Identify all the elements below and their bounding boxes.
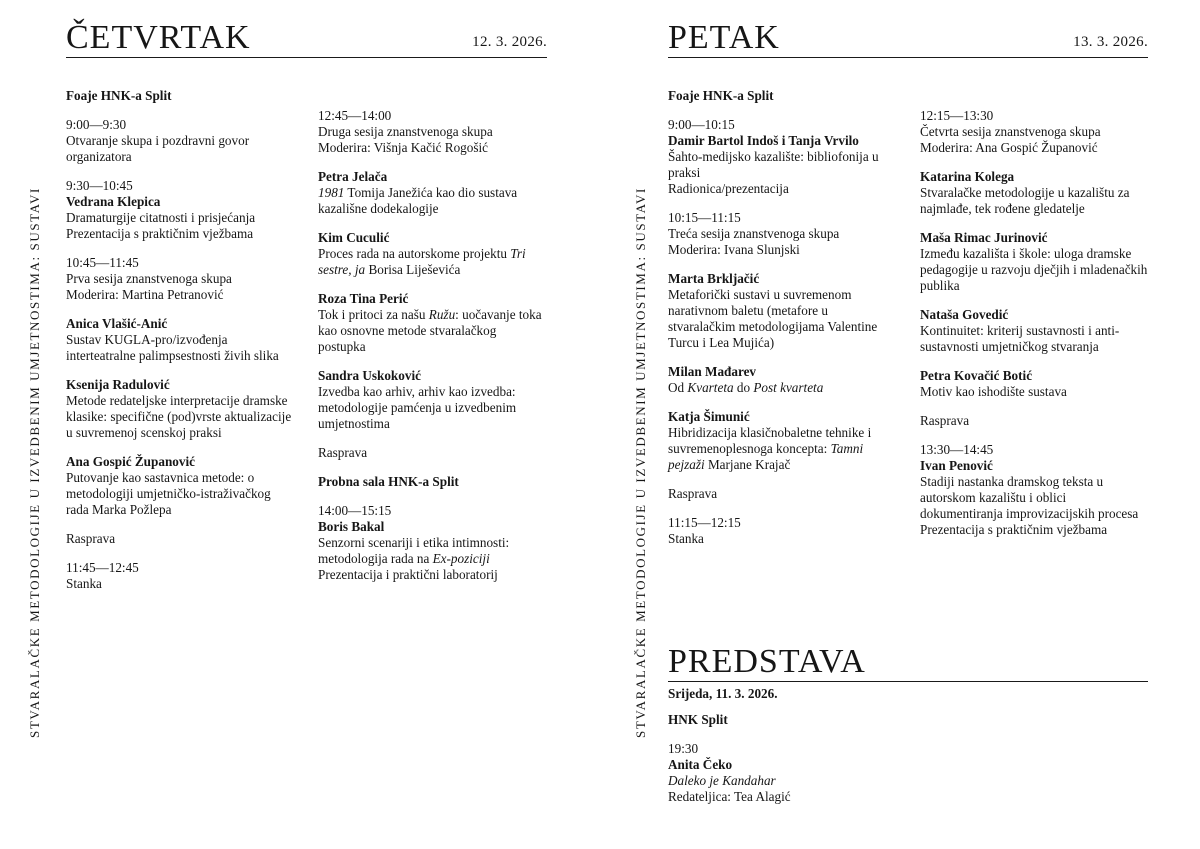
event-text: 1981 Tomija Janežića kao dio sustava kazališne dodekalogije <box>318 185 518 217</box>
event-text: Redateljica: Tea Alagić <box>668 789 791 805</box>
schedule-block <box>668 409 896 473</box>
schedule-block <box>668 88 896 104</box>
speaker-name: Milan Mađarev <box>668 364 757 380</box>
page-date: 12. 3. 2026. <box>472 34 547 51</box>
schedule-block <box>668 117 896 197</box>
schedule-block <box>318 291 546 355</box>
event-text: Prezentacija s praktičnim vježbama <box>66 226 254 242</box>
schedule-column-2 <box>920 88 1148 560</box>
time-range: 10:15—11:15 <box>668 210 741 226</box>
event-text: Šahto-medijsko kazalište: bibliofonija u praksi <box>668 149 879 181</box>
event-text: Treća sesija znanstvenoga skupa <box>668 226 840 242</box>
speaker-name: Sandra Uskoković <box>318 368 421 384</box>
page-content <box>66 19 547 605</box>
time-range: 13:30—14:45 <box>920 442 994 458</box>
event-text: Kontinuitet: kriterij sustavnosti i anti-sustavnosti umjetničkog stvaranja <box>920 323 1120 355</box>
schedule-block <box>668 210 896 258</box>
event-text: Prva sesija znanstvenoga skupa <box>66 271 232 287</box>
schedule-block <box>668 486 896 502</box>
schedule-block <box>920 307 1148 355</box>
schedule-columns <box>668 88 1148 560</box>
schedule-block <box>920 413 1148 429</box>
time-range: 11:15—12:15 <box>668 515 741 531</box>
speaker-name: Anica Vlašić-Anić <box>66 316 168 332</box>
conference-title-vertical: STVARALAČKE METODOLOGIJE U IZVEDBENIM UMJETNOSTIMA: SUSTAVI <box>27 187 42 738</box>
venue-name: HNK Split <box>668 712 728 728</box>
event-text: Moderira: Ana Gospić Županović <box>920 140 1098 156</box>
event-text: Prezentacija s praktičnim vježbama <box>920 522 1108 538</box>
schedule-block <box>920 108 1148 156</box>
venue-name: Foaje HNK-a Split <box>66 88 172 104</box>
schedule-block <box>920 169 1148 217</box>
event-text: Stanka <box>66 576 102 592</box>
schedule-block <box>66 178 294 242</box>
event-text: Proces rada na autorskome projektu Tri sestre, ja Borisa Liješevića <box>318 246 526 278</box>
schedule-block <box>66 560 294 592</box>
speaker-name: Ksenija Radulović <box>66 377 170 393</box>
schedule-block <box>318 169 546 217</box>
schedule-column-1 <box>668 88 896 560</box>
performance-section <box>668 643 1148 818</box>
schedule-columns <box>66 88 547 605</box>
schedule-block <box>66 531 294 547</box>
event-text: Između kazališta i škole: uloga dramske pedagogije u razvoju dječjih i mladenačkih publika <box>920 246 1148 294</box>
time-range: 14:00—15:15 <box>318 503 392 519</box>
page-header <box>668 19 1148 58</box>
schedule-block <box>668 515 896 547</box>
event-text: Stanka <box>668 531 704 547</box>
time-range: 9:30—10:45 <box>66 178 133 194</box>
time-range: 9:00—9:30 <box>66 117 127 133</box>
speaker-name: Roza Tina Perić <box>318 291 409 307</box>
event-text: Motiv kao ishodište sustava <box>920 384 1067 400</box>
schedule-column-2 <box>318 88 546 605</box>
schedule-block <box>920 368 1148 400</box>
event-text: Radionica/prezentacija <box>668 181 789 197</box>
schedule-block <box>318 368 546 432</box>
schedule-block <box>318 445 546 461</box>
speaker-name: Katja Šimunić <box>668 409 750 425</box>
schedule-block <box>318 108 546 156</box>
event-text: Putovanje kao sastavnica metode: o metodologiji umjetničko-istraživačkog rada Marka Požlepa <box>66 470 271 518</box>
time-range: 19:30 <box>668 741 699 757</box>
speaker-name: Maša Rimac Jurinović <box>920 230 1048 246</box>
event-text: Moderira: Ivana Slunjski <box>668 242 800 258</box>
speaker-name: Vedrana Klepica <box>66 194 161 210</box>
event-text: Senzorni scenariji i etika intimnosti: metodologija rada na Ex-poziciji <box>318 535 510 567</box>
schedule-block <box>66 316 294 364</box>
schedule-block <box>66 117 294 165</box>
performance-title: PREDSTAVA <box>668 643 866 680</box>
performance-date: Srijeda, 11. 3. 2026. <box>668 686 778 702</box>
page-header <box>66 19 547 58</box>
page-date: 13. 3. 2026. <box>1073 34 1148 51</box>
schedule-block <box>920 230 1148 294</box>
event-text: Hibridizacija klasičnobaletne tehnike i suvremenoplesnoga koncepta: Tamni pejzaži Marjane Krajač <box>668 425 872 473</box>
schedule-block <box>668 712 896 728</box>
speaker-name: Ivan Penović <box>920 458 993 474</box>
schedule-block <box>668 271 896 351</box>
page-friday <box>600 0 1200 849</box>
speaker-name: Katarina Kolega <box>920 169 1015 185</box>
event-text: Sustav KUGLA-pro/izvođenja interteatralne palimpsestnosti živih slika <box>66 332 279 364</box>
schedule-block <box>318 230 546 278</box>
time-range: 10:45—11:45 <box>66 255 139 271</box>
schedule-block <box>920 442 1148 538</box>
schedule-block <box>66 88 294 104</box>
speaker-name: Marta Brkljačić <box>668 271 760 287</box>
speaker-name: Nataša Govedić <box>920 307 1009 323</box>
event-text: Moderira: Martina Petranović <box>66 287 224 303</box>
speaker-name: Boris Bakal <box>318 519 385 535</box>
performance-column <box>668 712 896 805</box>
schedule-column-1 <box>66 88 294 605</box>
work-title: Daleko je Kandahar <box>668 773 776 789</box>
event-text: Stvaralačke metodologije u kazalištu za najmlađe, tek rođene gledatelje <box>920 185 1130 217</box>
venue-name: Foaje HNK-a Split <box>668 88 774 104</box>
event-text: Rasprava <box>66 531 116 547</box>
event-text: Dramaturgije citatnosti i prisjećanja <box>66 210 256 226</box>
event-text: Prezentacija i praktični laboratorij <box>318 567 498 583</box>
speaker-name: Ana Gospić Županović <box>66 454 195 470</box>
speaker-name: Damir Bartol Indoš i Tanja Vrvilo <box>668 133 859 149</box>
page-title: PETAK <box>668 19 780 56</box>
speaker-name: Anita Čeko <box>668 757 733 773</box>
speaker-name: Petra Kovačić Botić <box>920 368 1033 384</box>
event-text: Metode redateljske interpretacije dramske klasike: specifične (pod)vrste aktualizacije u suvremenoj scenskoj praksi <box>66 393 292 441</box>
event-text: Moderira: Višnja Kačić Rogošić <box>318 140 488 156</box>
schedule-block <box>66 255 294 303</box>
schedule-block <box>668 741 896 805</box>
event-text: Rasprava <box>318 445 368 461</box>
schedule-block <box>66 377 294 441</box>
time-range: 12:45—14:00 <box>318 108 392 124</box>
time-range: 11:45—12:45 <box>66 560 139 576</box>
event-text: Od Kvarteta do Post kvarteta <box>668 380 824 396</box>
performance-header <box>668 643 1148 682</box>
page-title: ČETVRTAK <box>66 19 251 56</box>
event-text: Tok i pritoci za našu Ružu: uočavanje toka kao osnovne metode stvaralačkog postupka <box>318 307 542 355</box>
venue-name: Probna sala HNK-a Split <box>318 474 459 490</box>
speaker-name: Petra Jelača <box>318 169 388 185</box>
event-text: Četvrta sesija znanstvenoga skupa <box>920 124 1101 140</box>
page-content <box>668 19 1148 560</box>
schedule-block <box>668 364 896 396</box>
event-text: Izvedba kao arhiv, arhiv kao izvedba: metodologije pamćenja u izvedbenim umjetnostima <box>318 384 517 432</box>
event-text: Metaforički sustavi u suvremenom narativnom baletu (metafore u stvaralačkim metodologijama Valentine Turcu i Lea Mujića) <box>668 287 878 351</box>
time-range: 9:00—10:15 <box>668 117 735 133</box>
speaker-name: Kim Cuculić <box>318 230 390 246</box>
event-text: Stadiji nastanka dramskog teksta u autorskom kazalištu i oblici dokumentiranja improvizacijskih procesa <box>920 474 1139 522</box>
schedule-block <box>318 503 546 583</box>
event-text: Rasprava <box>920 413 970 429</box>
schedule-block <box>66 454 294 518</box>
schedule-block <box>318 474 546 490</box>
time-range: 12:15—13:30 <box>920 108 994 124</box>
event-text: Druga sesija znanstvenoga skupa <box>318 124 493 140</box>
event-text: Otvaranje skupa i pozdravni govor organizatora <box>66 133 250 165</box>
event-text: Rasprava <box>668 486 718 502</box>
conference-title-vertical: STVARALAČKE METODOLOGIJE U IZVEDBENIM UMJETNOSTIMA: SUSTAVI <box>633 187 648 738</box>
